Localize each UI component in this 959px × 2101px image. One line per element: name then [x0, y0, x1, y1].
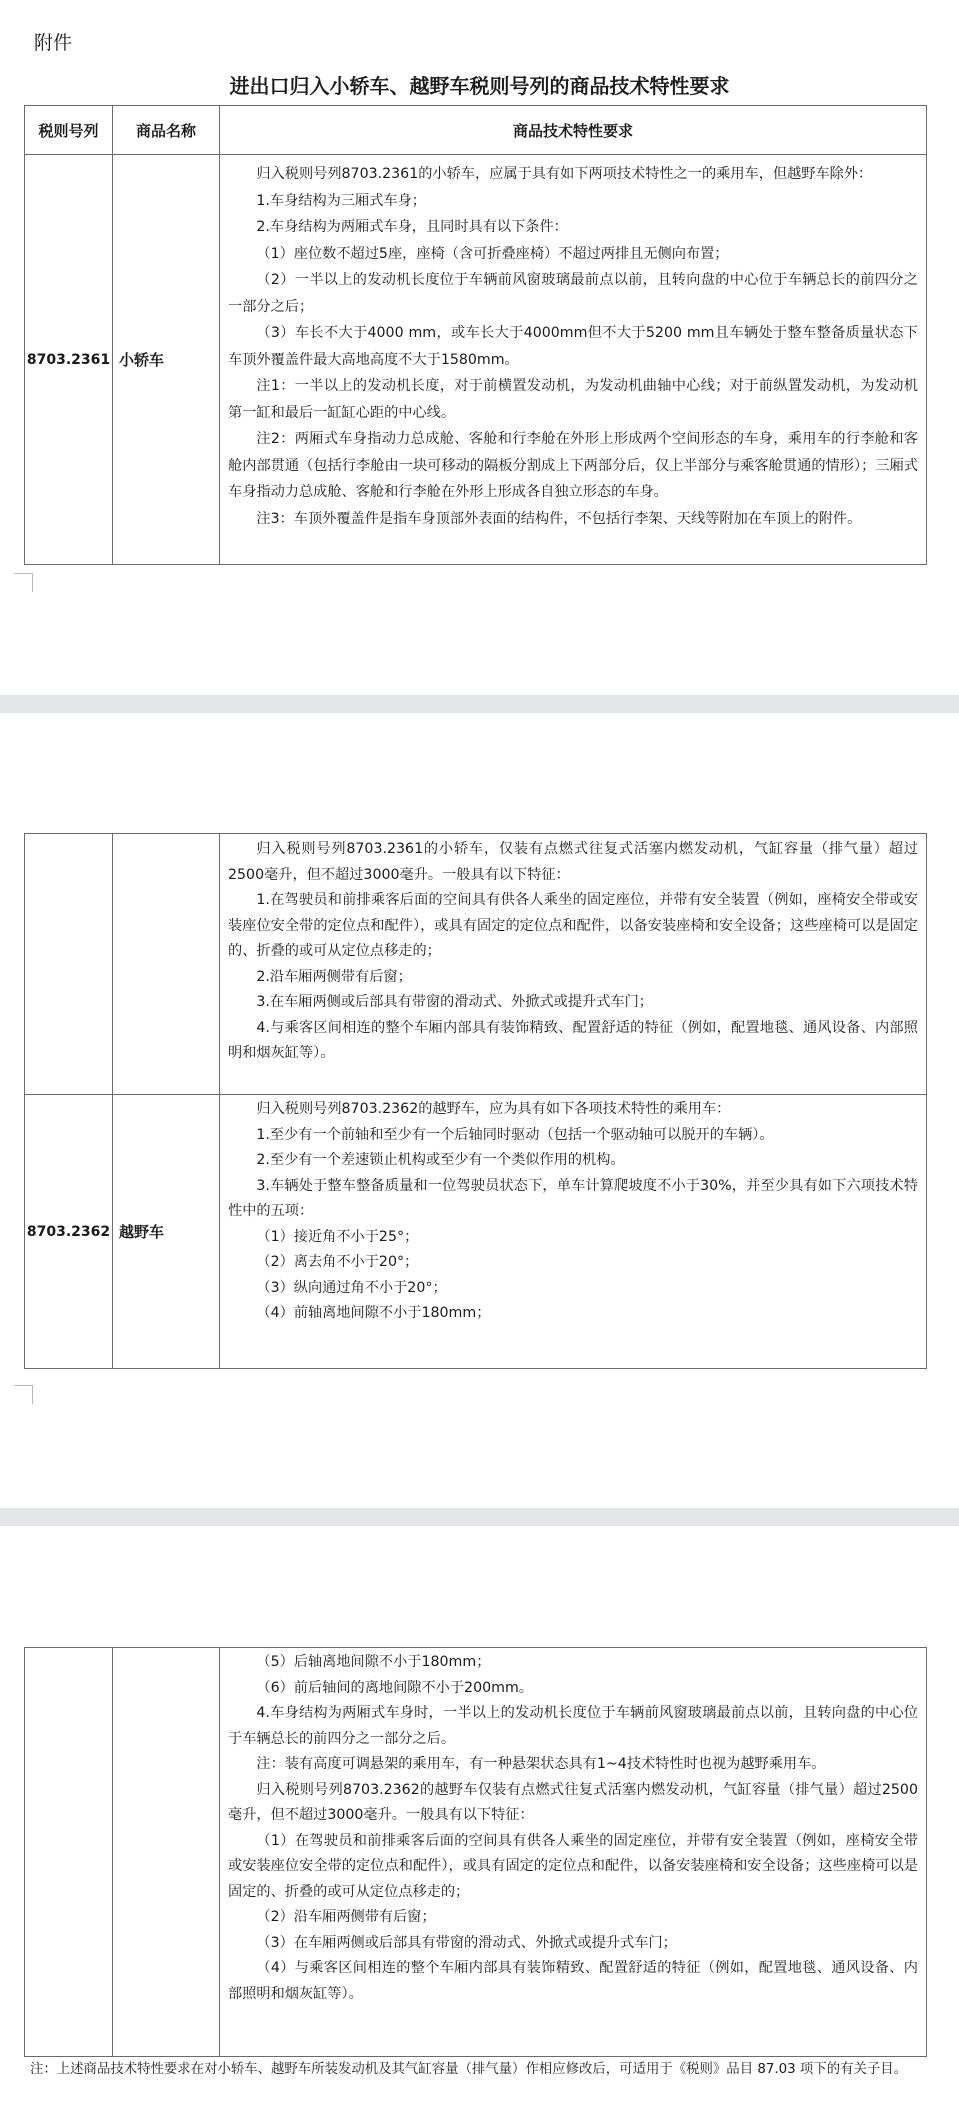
req-paragraph: 归入税则号列8703.2362的越野车，应为具有如下各项技术特性的乘用车： — [256, 1101, 731, 1117]
header-technical-requirements: 商品技术特性要求 — [219, 105, 927, 155]
attachment-label: 附件 — [34, 32, 73, 54]
req-paragraph: （3）车长不大于4000 mm，或车长大于4000mm但不大于5200 mm且车辆处于整车整备质量状态下车顶外覆盖件最大高地高度不大于1580mm。 — [228, 325, 918, 368]
req-paragraph: （4）与乘客区间相连的整个车厢内部具有装饰精致、配置舒适的特征（例如，配置地毯、通风设备、内部照明和烟灰缸等）。 — [228, 1960, 918, 2002]
document-page-1 — [0, 0, 959, 695]
req-paragraph: 2.至少有一个差速锁止机构或至少有一个类似作用的机构。 — [256, 1152, 625, 1168]
row-name-offroad: 越野车 — [112, 1094, 220, 1369]
header-product-name: 商品名称 — [112, 105, 220, 155]
footnote: 注：上述商品技术特性要求在对小轿车、越野车所装发动机及其气缸容量（排气量）作相应修改后，可适用于《税则》品目 87.03 项下的有关子目。 — [30, 2062, 908, 2077]
req-paragraph: 3.在车厢两侧或后部具有带窗的滑动式、外掀式或提升式车门； — [256, 994, 653, 1010]
page-separator — [0, 1508, 959, 1526]
req-paragraph: 注1：一半以上的发动机长度，对于前横置发动机，为发动机曲轴中心线；对于前纵置发动机，为发动机第一缸和最后一缸缸心距的中心线。 — [228, 378, 918, 421]
req-paragraph: （1）接近角不小于25°； — [256, 1228, 419, 1245]
req-paragraph: （2）离去角不小于20°； — [256, 1254, 419, 1270]
req-paragraph: 注3：车顶外覆盖件是指车身顶部外表面的结构件，不包括行李架、天线等附加在车顶上的附件。 — [256, 510, 862, 527]
req-paragraph: 4.车身结构为两厢式车身时，一半以上的发动机长度位于车辆前风窗玻璃最前点以前，且转向盘的中心位于车辆总长的前四分之一部分之后。 — [228, 1705, 918, 1747]
row-name-cont — [112, 833, 220, 1095]
req-paragraph: （1）在驾驶员和前排乘客后面的空间具有供各人乘坐的固定座位，并带有安全装置（例如，座椅安全带或安装座位安全带的定位点和配件），或具有固定的定位点和配件，以备安装座椅和安全设备；这些座椅可以是固定的、折叠的或可从定位点移走的； — [228, 1832, 918, 1900]
row-requirements-offroad-cont — [219, 1647, 927, 2057]
row-name-cont — [112, 1647, 220, 2057]
margin-mark — [14, 1385, 33, 1404]
spec-table-part-2 — [24, 833, 927, 1369]
req-paragraph: 1.在驾驶员和前排乘客后面的空间具有供各人乘坐的固定座位，并带有安全装置（例如，座椅安全带或安装座位安全带的定位点和配件），或具有固定的定位点和配件，以备安装座椅和安全设备；这些座椅可以是固定的、折叠的或可从定位点移走的； — [228, 892, 918, 959]
req-paragraph: 3.车辆处于整车整备质量和一位驾驶员状态下，单车计算爬坡度不小于30%，并至少具有如下六项技术特性中的五项： — [228, 1177, 918, 1219]
req-paragraph: 注2：两厢式车身指动力总成舱、客舱和行李舱在外形上形成两个空间形态的车身，乘用车的行李舱和客舱内部贯通（包括行李舱由一块可移动的隔板分割成上下两部分后，仅上半部分与乘客舱贯通的情形）；三厢式车身指动力总成舱、客舱和行李舱在外形上形成各自独立形态的车身。 — [228, 431, 918, 500]
req-paragraph: （3）在车厢两侧或后部具有带窗的滑动式、外掀式或提升式车门； — [256, 1934, 677, 1951]
row-name-sedan: 小轿车 — [112, 154, 220, 565]
req-paragraph: 注：装有高度可调悬架的乘用车，有一种悬架状态具有1~4技术特性时也视为越野乘用车。 — [256, 1756, 826, 1772]
spec-table-part-3 — [24, 1647, 927, 2057]
req-paragraph: 1.至少有一个前轴和至少有一个后轴同时驱动（包括一个驱动轴可以脱开的车辆）。 — [256, 1126, 774, 1143]
req-paragraph: （2）一半以上的发动机长度位于车辆前风窗玻璃最前点以前，且转向盘的中心位于车辆总长的前四分之一部分之后； — [228, 272, 918, 315]
row-code-cont — [24, 833, 113, 1095]
document-title: 进出口归入小轿车、越野车税则号列的商品技术特性要求 — [229, 74, 730, 98]
req-paragraph: 归入税则号列8703.2361的小轿车，应属于具有如下两项技术特性之一的乘用车，但越野车除外： — [256, 166, 873, 182]
document-page-2 — [0, 713, 959, 1508]
margin-mark — [14, 573, 33, 592]
row-code-8703-2362: 8703.2362 — [24, 1094, 113, 1369]
req-paragraph: 归入税则号列8703.2362的越野车仅装有点燃式往复式活塞内燃发动机，气缸容量（排气量）超过2500毫升，但不超过3000毫升。一般具有以下特征： — [228, 1781, 918, 1823]
row-requirements-offroad — [219, 1094, 927, 1369]
req-paragraph: 2.车身结构为两厢式车身，且同时具有以下条件： — [256, 219, 568, 235]
document-page-3 — [0, 1526, 959, 2101]
row-code-cont — [24, 1647, 113, 2057]
req-paragraph: （5）后轴离地间隙不小于180mm； — [256, 1654, 491, 1670]
req-paragraph: （1）座位数不超过5座，座椅（含可折叠座椅）不超过两排且无侧向布置； — [256, 245, 729, 262]
header-tariff-code: 税则号列 — [24, 105, 113, 155]
row-requirements-sedan-cont — [219, 833, 927, 1095]
row-code-8703-2361: 8703.2361 — [24, 154, 113, 565]
req-paragraph: 1.车身结构为三厢式车身； — [256, 192, 426, 209]
page-separator — [0, 695, 959, 713]
req-paragraph: （4）前轴离地间隙不小于180mm； — [256, 1305, 491, 1321]
req-paragraph: 归入税则号列8703.2361的小轿车，仅装有点燃式往复式活塞内燃发动机，气缸容量（排气量）超过2500毫升，但不超过3000毫升。一般具有以下特征： — [228, 841, 918, 883]
req-paragraph: （2）沿车厢两侧带有后窗； — [256, 1909, 436, 1925]
req-paragraph: 2.沿车厢两侧带有后窗； — [256, 968, 412, 985]
req-paragraph: （3）纵向通过角不小于20°； — [256, 1279, 447, 1296]
req-paragraph: （6）前后轴间的离地间隙不小于200mm。 — [256, 1679, 533, 1696]
row-requirements-sedan — [219, 154, 927, 565]
req-paragraph: 4.与乘客区间相连的整个车厢内部具有装饰精致、配置舒适的特征（例如，配置地毯、通风设备、内部照明和烟灰缸等）。 — [228, 1019, 918, 1061]
spec-table-part-1 — [24, 105, 927, 565]
